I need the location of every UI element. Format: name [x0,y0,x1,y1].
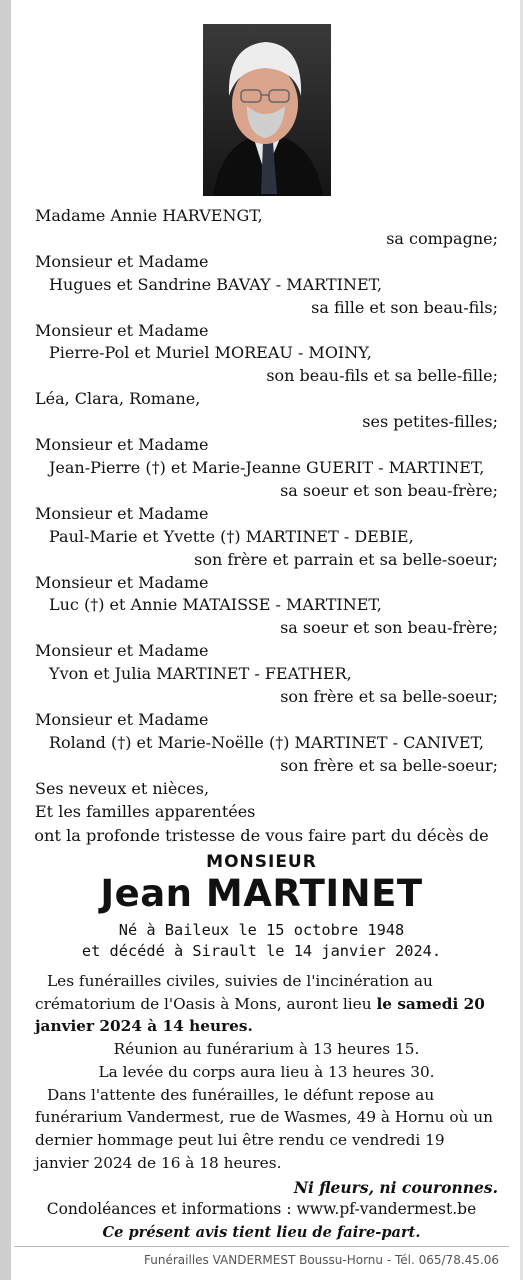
funeral-details [35,970,498,1174]
birth-death-dates [14,920,509,962]
deceased-title: MONSIEUR [206,852,317,872]
family-line: Luc (†) et Annie MATAISSE - MARTINET, [49,595,382,615]
body-lift-time: La levée du corps aura lieu à 13 heures 30. [98,1062,435,1081]
family-line: Monsieur et Madame [35,709,209,729]
family-line: Yvon et Julia MARTINET - FEATHER, [49,664,352,684]
family-line: sa soeur et son beau-frère; [280,480,498,500]
family-line: Monsieur et Madame [35,435,209,455]
family-line: Monsieur et Madame [35,320,209,340]
family-line: Monsieur et Madame [35,641,209,661]
family-line: Monsieur et Madame [35,503,209,523]
family-line: Et les familles apparentées [35,801,256,821]
family-line: son beau-fils et sa belle-fille; [266,366,498,386]
footer-divider [14,1246,509,1247]
family-line: Hugues et Sandrine BAVAY - MARTINET, [49,274,383,294]
family-line: sa soeur et son beau-frère; [280,618,498,638]
announcement-text: ont la profonde tristesse de vous faire part du décès de [34,826,489,845]
funeral-ceremony-paragraph [35,970,498,1038]
family-list [35,205,498,823]
family-line: Pierre-Pol et Muriel MOREAU - MOINY, [49,343,372,363]
birth-line: Né à Baileux le 15 octobre 1948 [118,921,405,939]
funeral-ceremony-text: Les funérailles civiles, suivies de l'incinération au crématorium de l'Oasis à Mons, auront lieu [35,972,433,1013]
family-line: Paul-Marie et Yvette (†) MARTINET - DEBIE, [49,526,414,546]
family-line: sa fille et son beau-fils; [311,297,498,317]
family-line: Roland (†) et Marie-Noëlle (†) MARTINET - CANIVET, [49,732,484,752]
family-line: Monsieur et Madame [35,251,209,271]
family-line: Madame Annie HARVENGT, [35,206,263,225]
faire-part-notice: Ce présent avis tient lieu de faire-part. [102,1224,421,1241]
left-edge-strip [0,0,11,1280]
deceased-portrait-photo [203,24,331,196]
meeting-time: Réunion au funérarium à 13 heures 15. [113,1040,420,1059]
funeral-ceremony-date: le samedi 20 janvier 2024 à 14 heures. [35,994,485,1036]
family-line: son frère et sa belle-soeur; [280,687,498,707]
resting-place-paragraph: Dans l'attente des funérailles, le défunt repose au funérarium Vandermest, rue de Wasmes, 49 à Hornu où un dernier hommage peut lui être rendu ce vendredi 19 janvier 2024 de 16 à 18 heures. [35,1085,493,1172]
family-line: son frère et sa belle-soeur; [280,755,498,775]
family-line: Jean-Pierre (†) et Marie-Jeanne GUERIT - MARTINET, [49,457,485,477]
deceased-name: Jean MARTINET [100,872,423,915]
no-flowers-notice: Ni fleurs, ni couronnes. [293,1178,498,1197]
family-line: ses petites-filles; [362,412,498,432]
family-line: son frère et parrain et sa belle-soeur; [194,549,498,569]
condolences-info: Condoléances et informations : www.pf-vandermest.be [46,1200,477,1218]
funeral-home-footer: Funérailles VANDERMEST Boussu-Hornu - Tél. 065/78.45.06 [144,1253,499,1267]
death-line: et décédé à Sirault le 14 janvier 2024. [81,942,442,960]
family-line: sa compagne; [386,228,498,248]
family-line: Monsieur et Madame [35,572,209,592]
family-line: Ses neveux et nièces, [35,778,210,798]
family-line: Léa, Clara, Romane, [35,389,201,409]
